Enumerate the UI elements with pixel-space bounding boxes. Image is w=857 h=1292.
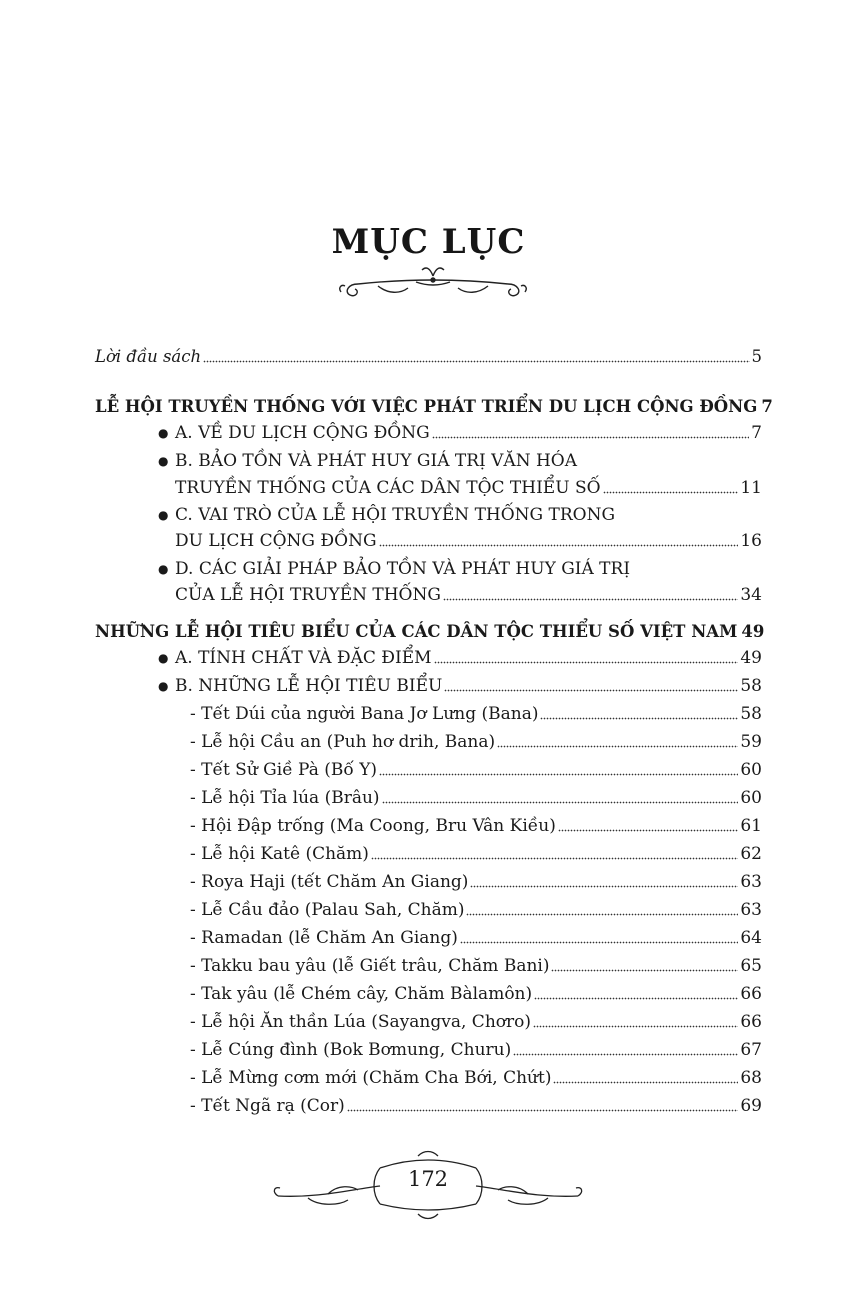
toc-entry-label: DU LỊCH CỘNG ĐỒNG <box>175 531 377 551</box>
toc-page-number: 7 <box>761 397 773 416</box>
toc-section-heading[interactable] <box>95 395 773 419</box>
toc-page-number: 67 <box>740 1040 762 1060</box>
toc-section-title: LỄ HỘI TRUYỀN THỐNG VỚI VIỆC PHÁT TRIỂN DU LỊCH CỘNG ĐỒNG <box>95 397 758 416</box>
toc-subentry[interactable] <box>190 1038 762 1062</box>
toc-entry-label: B. NHỮNG LỄ HỘI TIÊU BIỂU <box>175 676 443 696</box>
toc-page-number: 66 <box>740 1012 762 1032</box>
toc-entry-label: TRUYỀN THỐNG CỦA CÁC DÂN TỘC THIỂU SỐ <box>175 478 601 498</box>
bullet-icon: ● <box>158 508 169 522</box>
toc-page-number: 58 <box>740 704 762 724</box>
toc-page-number: 16 <box>740 531 762 551</box>
toc-subentry[interactable] <box>190 1066 762 1090</box>
toc-page-number: 49 <box>741 622 765 641</box>
toc-page-number: 64 <box>740 928 762 948</box>
page-title: MỤC LỤC <box>331 222 526 262</box>
toc-subentry[interactable] <box>190 1094 762 1118</box>
dot-leader <box>558 818 739 832</box>
toc-preface[interactable] <box>95 345 762 369</box>
dot-leader <box>551 958 738 972</box>
toc-entry-label: CỦA LỄ HỘI TRUYỀN THỐNG <box>175 585 441 605</box>
toc-entry-label: - Lễ hội Tỉa lúa (Brâu) <box>190 788 380 808</box>
dot-leader <box>470 874 738 888</box>
toc-page-number: 66 <box>740 984 762 1004</box>
toc-section-title: NHỮNG LỄ HỘI TIÊU BIỂU CỦA CÁC DÂN TỘC THIỂU SỐ VIỆT NAM <box>95 622 738 641</box>
toc-entry-label: - Ramadan (lễ Chăm An Giang) <box>190 928 458 948</box>
dot-leader <box>534 986 738 1000</box>
toc-subentry[interactable] <box>190 814 762 838</box>
toc-page-number: 61 <box>740 816 762 836</box>
toc-entry[interactable] <box>175 583 762 607</box>
toc-entry-label: - Tak yâu (lễ Chém cây, Chăm Bàlamôn) <box>190 984 533 1004</box>
toc-page-number: 7 <box>751 423 762 443</box>
dot-leader <box>553 1070 738 1084</box>
toc-entry-label: - Tết Dúi của người Bana Jơ Lưng (Bana) <box>190 704 539 724</box>
toc-entry-label: - Lễ Cầu đảo (Palau Sah, Chăm) <box>190 900 465 920</box>
dot-leader <box>466 902 738 916</box>
toc-subentry[interactable] <box>190 1010 762 1034</box>
toc-entry[interactable] <box>175 646 762 670</box>
toc-subentry[interactable] <box>190 926 762 950</box>
toc-entry-label[interactable]: C. VAI TRÒ CỦA LỄ HỘI TRUYỀN THỐNG TRONG <box>175 505 616 525</box>
dot-leader <box>371 846 738 860</box>
toc-page-number: 11 <box>740 478 762 498</box>
toc-subentry[interactable] <box>190 954 762 978</box>
dot-leader <box>379 533 739 547</box>
toc-section-heading[interactable] <box>95 620 765 644</box>
dot-leader <box>603 480 739 494</box>
toc-entry-label: - Lễ hội Katê (Chăm) <box>190 844 369 864</box>
toc-entry-label[interactable]: B. BẢO TỒN VÀ PHÁT HUY GIÁ TRỊ VĂN HÓA <box>175 451 578 471</box>
bullet-icon: ● <box>158 679 169 693</box>
toc-page-number: 65 <box>740 956 762 976</box>
page-number: 172 <box>407 1167 449 1191</box>
toc-entry-label: - Takku bau yâu (lễ Giết trâu, Chăm Bani) <box>190 956 550 976</box>
toc-subentry[interactable] <box>190 842 762 866</box>
toc-subentry[interactable] <box>190 786 762 810</box>
dot-leader <box>533 1014 738 1028</box>
toc-page-number: 59 <box>740 732 762 752</box>
toc-subentry[interactable] <box>190 730 762 754</box>
toc-page-number: 5 <box>751 347 762 366</box>
bullet-icon: ● <box>158 562 169 576</box>
toc-entry-label: - Lễ hội Cầu an (Puh hơ drih, Bana) <box>190 732 496 752</box>
toc-page-number: 49 <box>740 648 762 668</box>
toc-subentry[interactable] <box>190 982 762 1006</box>
toc-entry-label: Lời đầu sách <box>95 347 202 366</box>
dot-leader <box>443 587 738 601</box>
toc-page-number: 60 <box>740 760 762 780</box>
dot-leader <box>460 930 738 944</box>
toc-entry-label: - Hội Đập trống (Ma Coong, Bru Vân Kiều) <box>190 816 556 836</box>
dot-leader <box>347 1098 739 1112</box>
dot-leader <box>513 1042 738 1056</box>
bullet-icon: ● <box>158 426 169 440</box>
toc-page-number: 68 <box>740 1068 762 1088</box>
toc-page-number: 58 <box>740 676 762 696</box>
bullet-icon: ● <box>158 651 169 665</box>
toc-subentry[interactable] <box>190 898 762 922</box>
toc-entry-label: - Tết Sử Giề Pà (Bố Y) <box>190 760 378 780</box>
toc-entry[interactable] <box>175 476 762 500</box>
dot-leader <box>382 790 739 804</box>
toc-entry-label: - Lễ Mừng cơm mới (Chăm Cha Bới, Chứt) <box>190 1068 552 1088</box>
toc-page-number: 62 <box>740 844 762 864</box>
dot-leader <box>434 650 739 664</box>
toc-entry[interactable] <box>175 674 762 698</box>
toc-entry-label: - Lễ Cúng đình (Bok Bơmung, Churu) <box>190 1040 512 1060</box>
toc-page-number: 60 <box>740 788 762 808</box>
dot-leader <box>444 678 738 692</box>
dot-leader <box>432 425 749 439</box>
toc-entry-label: - Tết Ngã rạ (Cor) <box>190 1096 345 1116</box>
toc-subentry[interactable] <box>190 870 762 894</box>
toc-entry-label: - Roya Haji (tết Chăm An Giang) <box>190 872 469 892</box>
bullet-icon: ● <box>158 454 169 468</box>
toc-entry-label[interactable]: D. CÁC GIẢI PHÁP BẢO TỒN VÀ PHÁT HUY GIÁ TRỊ <box>175 559 631 579</box>
toc-entry-label: - Lễ hội Ăn thần Lúa (Sayangva, Chơro) <box>190 1012 531 1032</box>
dot-leader <box>497 734 738 748</box>
toc-subentry[interactable] <box>190 702 762 726</box>
dot-leader <box>540 706 738 720</box>
toc-entry[interactable] <box>175 421 762 445</box>
toc-page-number: 34 <box>740 585 762 605</box>
toc-page-number: 63 <box>740 872 762 892</box>
toc-entry[interactable] <box>175 529 762 553</box>
toc-entry-label: A. TÍNH CHẤT VÀ ĐẶC ĐIỂM <box>175 648 432 668</box>
dot-leader <box>379 762 738 776</box>
dot-leader <box>203 349 749 363</box>
toc-entry-label: A. VỀ DU LỊCH CỘNG ĐỒNG <box>175 423 430 443</box>
toc-page-number: 63 <box>740 900 762 920</box>
toc-page-number: 69 <box>740 1096 762 1116</box>
toc-subentry[interactable] <box>190 758 762 782</box>
